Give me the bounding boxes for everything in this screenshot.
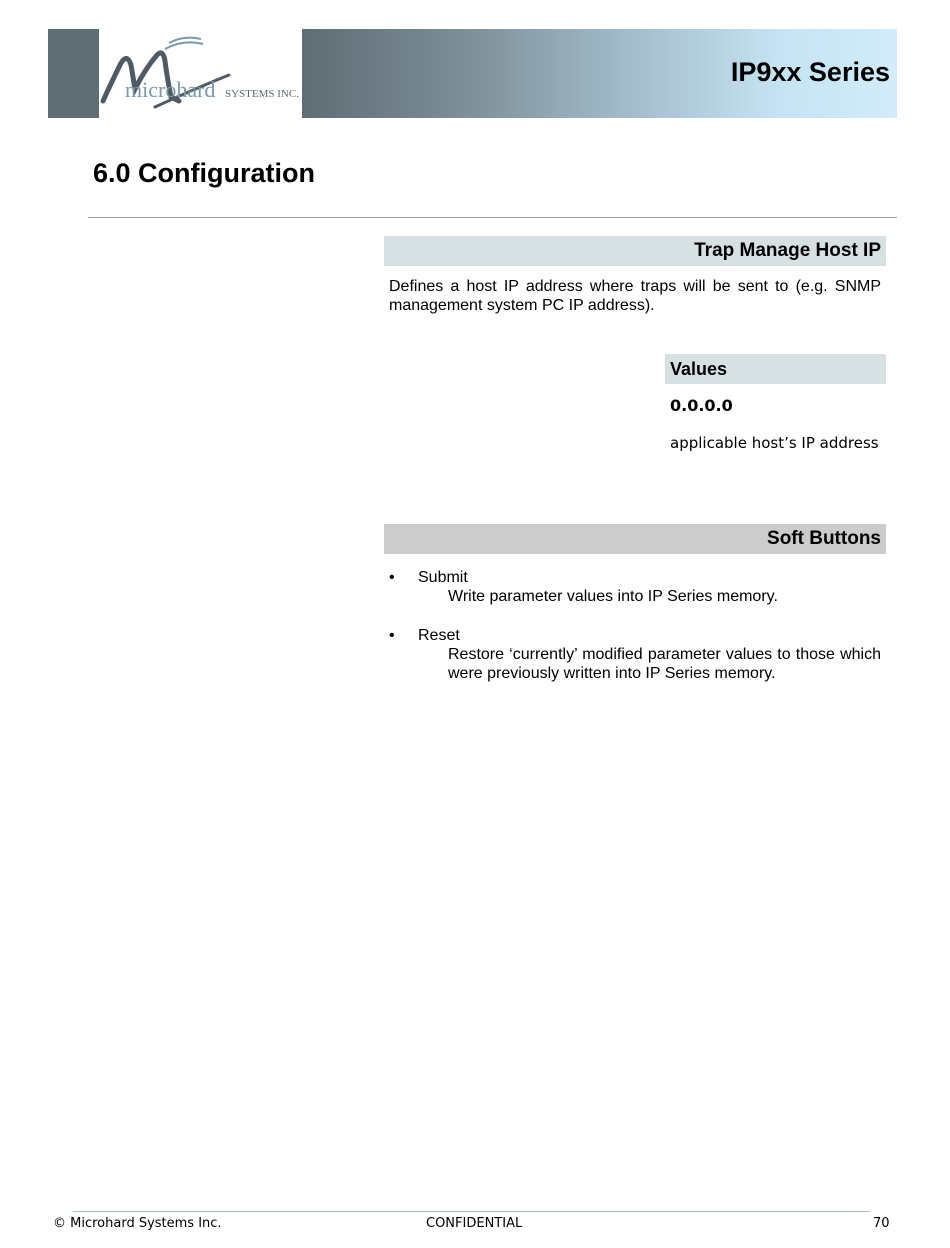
soft-button-description: Write parameter values into IP Series memory. — [448, 588, 778, 605]
page-header — [48, 29, 897, 118]
list-item-submit — [389, 568, 881, 608]
default-value: 0.0.0.0 — [670, 396, 733, 415]
footer-confidential: CONFIDENTIAL — [426, 1216, 523, 1231]
soft-buttons-title: Soft Buttons — [384, 524, 886, 554]
values-title: Values — [665, 354, 886, 384]
trap-section-description: Defines a host IP address where traps will be sent to (e.g. SNMP management system PC IP address). — [389, 278, 881, 314]
soft-button-description: Restore ‘currently’ modified parameter values to those which were previously written into IP Series memory. — [448, 646, 881, 682]
trap-section-title: Trap Manage Host IP — [384, 236, 886, 266]
list-item-reset — [389, 626, 881, 686]
value-description: applicable host’s IP address — [670, 434, 879, 452]
header-accent-bar — [48, 29, 99, 118]
footer-copyright: © Microhard Systems Inc. — [53, 1216, 222, 1231]
series-title: IP9xx Series — [730, 57, 890, 87]
chapter-divider — [88, 217, 897, 218]
chapter-title: 6.0 Configuration — [93, 158, 315, 188]
svg-text:SYSTEMS INC.: SYSTEMS INC. — [225, 88, 299, 100]
soft-button-name: Submit — [418, 569, 468, 586]
bullet-icon: • — [389, 569, 395, 586]
footer-divider — [73, 1211, 870, 1212]
soft-button-name: Reset — [418, 627, 460, 644]
company-logo — [99, 29, 302, 118]
bullet-icon: • — [389, 627, 395, 644]
microhard-logo-icon — [99, 29, 302, 118]
svg-text:microhard: microhard — [125, 77, 216, 102]
header-banner — [302, 29, 897, 118]
page-number: 70 — [873, 1216, 890, 1231]
